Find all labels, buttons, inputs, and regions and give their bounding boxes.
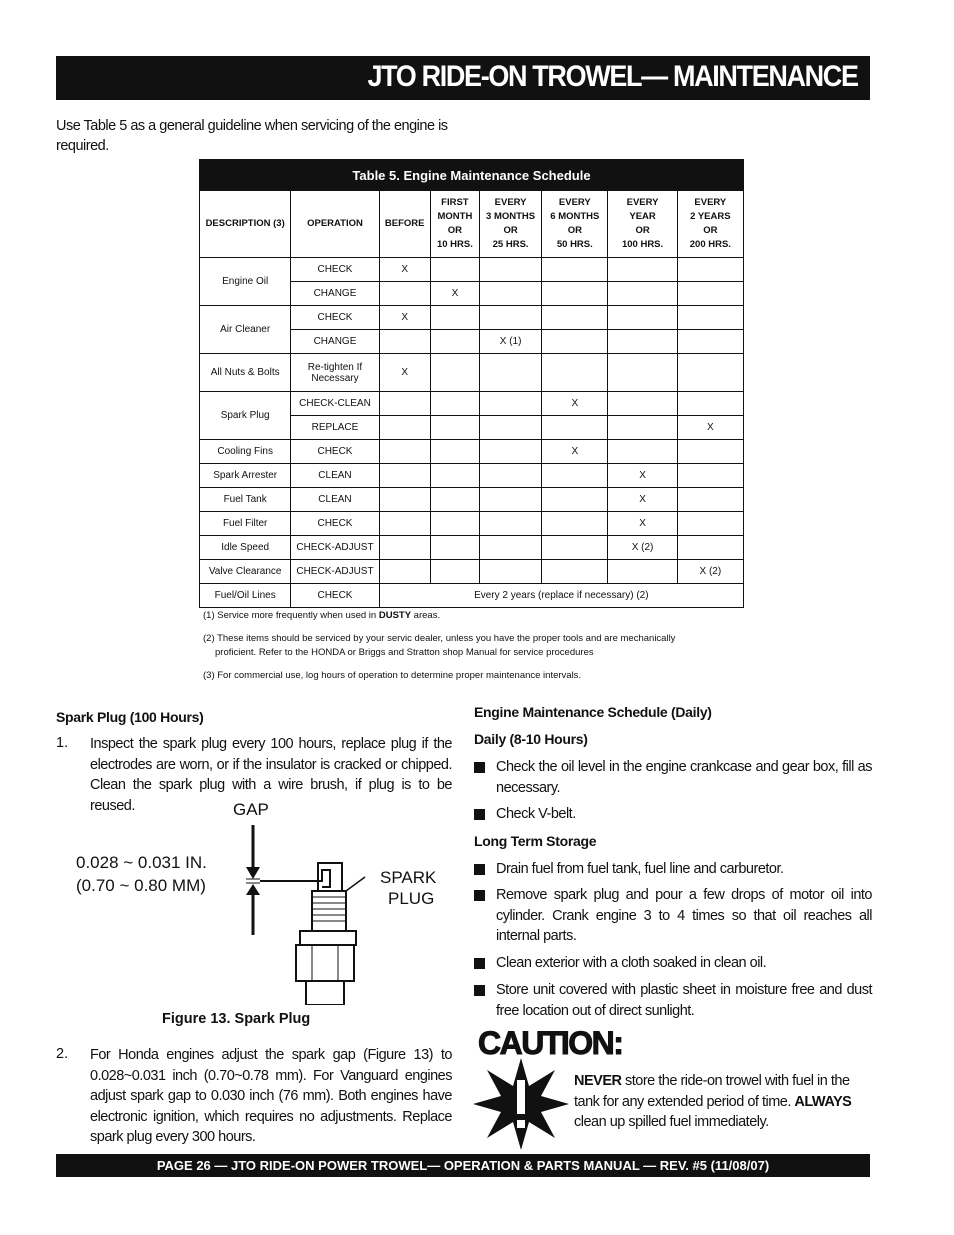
table-row: Cooling Fins CHECK X <box>200 440 744 464</box>
figure-plug-label: PLUG <box>388 889 435 908</box>
note-1: (1) Service more frequently when used in DUSTY areas. <box>203 610 441 621</box>
table-row: Fuel Tank CLEAN X <box>200 488 744 512</box>
arrow-down-icon <box>246 867 260 879</box>
maintenance-table <box>199 159 744 608</box>
table-row: REPLACE X <box>200 416 744 440</box>
caution-text: NEVER store the ride-on trowel with fuel in the tank for any extended period of time. ALWAYS clean up spilled fuel immediately. <box>574 1073 852 1130</box>
figure-gap-mm: (0.70 ~ 0.80 MM) <box>76 876 206 895</box>
figure-gap-inches: 0.028 ~ 0.031 IN. <box>76 853 207 872</box>
footer-bar: PAGE 26 — JTO RIDE-ON POWER TROWEL— OPERATION & PARTS MANUAL — REV. #5 (11/08/07) <box>56 1154 870 1177</box>
table-row: Idle Speed CHECK-ADJUST X (2) <box>200 536 744 560</box>
item-valve-clearance: Valve Clearance <box>200 560 291 584</box>
col-six-months: EVERY 6 MONTHS OR 50 HRS. <box>542 191 608 258</box>
table-notes <box>203 609 743 692</box>
table-row: Air Cleaner CHECK X <box>200 306 744 330</box>
item-engine-oil: Engine Oil <box>200 258 291 306</box>
spark-plug-title: Spark Plug (100 Hours) <box>56 709 204 725</box>
bullet-square-icon <box>474 958 485 969</box>
bullet-square-icon <box>474 762 485 773</box>
table-row: Spark Plug CHECK-CLEAN X <box>200 392 744 416</box>
table-row: CHANGE X <box>200 282 744 306</box>
list-item: Check the oil level in the engine crankcase and gear box, fill as necessary. <box>474 757 872 798</box>
daily-hours-title: Daily (8-10 Hours) <box>474 731 588 747</box>
col-operation: OPERATION <box>291 191 379 258</box>
item-fuel-filter: Fuel Filter <box>200 512 291 536</box>
figure-spark-label: SPARK <box>380 868 437 887</box>
intro-text: Use Table 5 as a general guideline when servicing of the engine is required. <box>56 118 448 154</box>
storage-title: Long Term Storage <box>474 833 597 849</box>
item-cooling-fins: Cooling Fins <box>200 440 291 464</box>
list-item: Check V-belt. <box>474 804 872 825</box>
col-two-years: EVERY 2 YEARS OR 200 HRS. <box>677 191 743 258</box>
item-nuts-bolts: All Nuts & Bolts <box>200 354 291 392</box>
table-row: Fuel Filter CHECK X <box>200 512 744 536</box>
table-row: Valve Clearance CHECK-ADJUST X (2) <box>200 560 744 584</box>
spark-plug-step-2: For Honda engines adjust the spark gap (Figure 13) to 0.028~0.031 inch (0.70~0.78 mm). For Vanguard engines adjust spark gap to 0.030 inch (76 mm). Both engines have electronic ignition, which requires no adjustments. Replace spark plug every 300 hours. <box>90 1047 452 1145</box>
col-before: BEFORE <box>379 191 430 258</box>
item-idle-speed: Idle Speed <box>200 536 291 560</box>
list-item: Clean exterior with a cloth soaked in clean oil. <box>474 953 872 974</box>
list-item: Remove spark plug and pour a few drops of motor oil into cylinder. Crank engine 3 to 4 times so that oil reaches all internal parts. <box>474 885 872 947</box>
list-item: Drain fuel from fuel tank, fuel line and carburetor. <box>474 859 872 880</box>
col-description: DESCRIPTION (3) <box>200 191 291 258</box>
item-air-cleaner: Air Cleaner <box>200 306 291 354</box>
table-row: All Nuts & Bolts Re-tighten If Necessary X <box>200 354 744 392</box>
daily-schedule-title: Engine Maintenance Schedule (Daily) <box>474 704 712 720</box>
col-three-months: EVERY 3 MONTHS OR 25 HRS. <box>479 191 541 258</box>
table-row: Fuel/Oil Lines CHECK Every 2 years (replace if necessary) (2) <box>200 584 744 608</box>
step-number-2: 2. <box>56 1046 69 1062</box>
spark-plug-step-1: Inspect the spark plug every 100 hours, replace plug if the electrodes are worn, or if the insulator is cracked or chipped. Clean the spark plug with a wire brush, if plug is to be reused. <box>90 736 452 814</box>
caution-title: CAUTION: <box>478 1025 623 1061</box>
header-bar <box>56 56 870 100</box>
figure-gap-label: GAP <box>233 800 269 819</box>
bullet-square-icon <box>474 985 485 996</box>
table-title: Table 5. Engine Maintenance Schedule <box>200 160 744 191</box>
bullet-square-icon <box>474 809 485 820</box>
step-number-1: 1. <box>56 735 69 751</box>
table-row: CHANGE X (1) <box>200 330 744 354</box>
col-year: EVERY YEAR OR 100 HRS. <box>608 191 677 258</box>
item-spark-plug: Spark Plug <box>200 392 291 440</box>
note-3: (3) For commercial use, log hours of operation to determine proper maintenance intervals. <box>203 670 582 681</box>
table-header-row <box>200 191 744 258</box>
note-2: (2) These items should be serviced by your servic dealer, unless you have the proper tools and are mechanically proficient. Refer to the HONDA or Briggs and Stratton shop Manual for service procedures <box>203 633 676 658</box>
bullet-square-icon <box>474 864 485 875</box>
table-row: Engine Oil CHECK X <box>200 258 744 282</box>
item-fuel-lines: Fuel/Oil Lines <box>200 584 291 608</box>
page-title: JTO RIDE-ON TROWEL— MAINTENANCE <box>367 60 858 93</box>
arrow-up-icon <box>246 884 260 895</box>
bullet-square-icon <box>474 890 485 901</box>
item-spark-arrester: Spark Arrester <box>200 464 291 488</box>
item-fuel-tank: Fuel Tank <box>200 488 291 512</box>
table-row: Spark Arrester CLEAN X <box>200 464 744 488</box>
figure-caption: Figure 13. Spark Plug <box>162 1011 311 1027</box>
col-first-month: FIRST MONTH OR 10 HRS. <box>430 191 479 258</box>
caution-star-icon <box>473 1058 569 1150</box>
list-item: Store unit covered with plastic sheet in moisture free and dust free location out of direct sunlight. <box>474 980 872 1021</box>
